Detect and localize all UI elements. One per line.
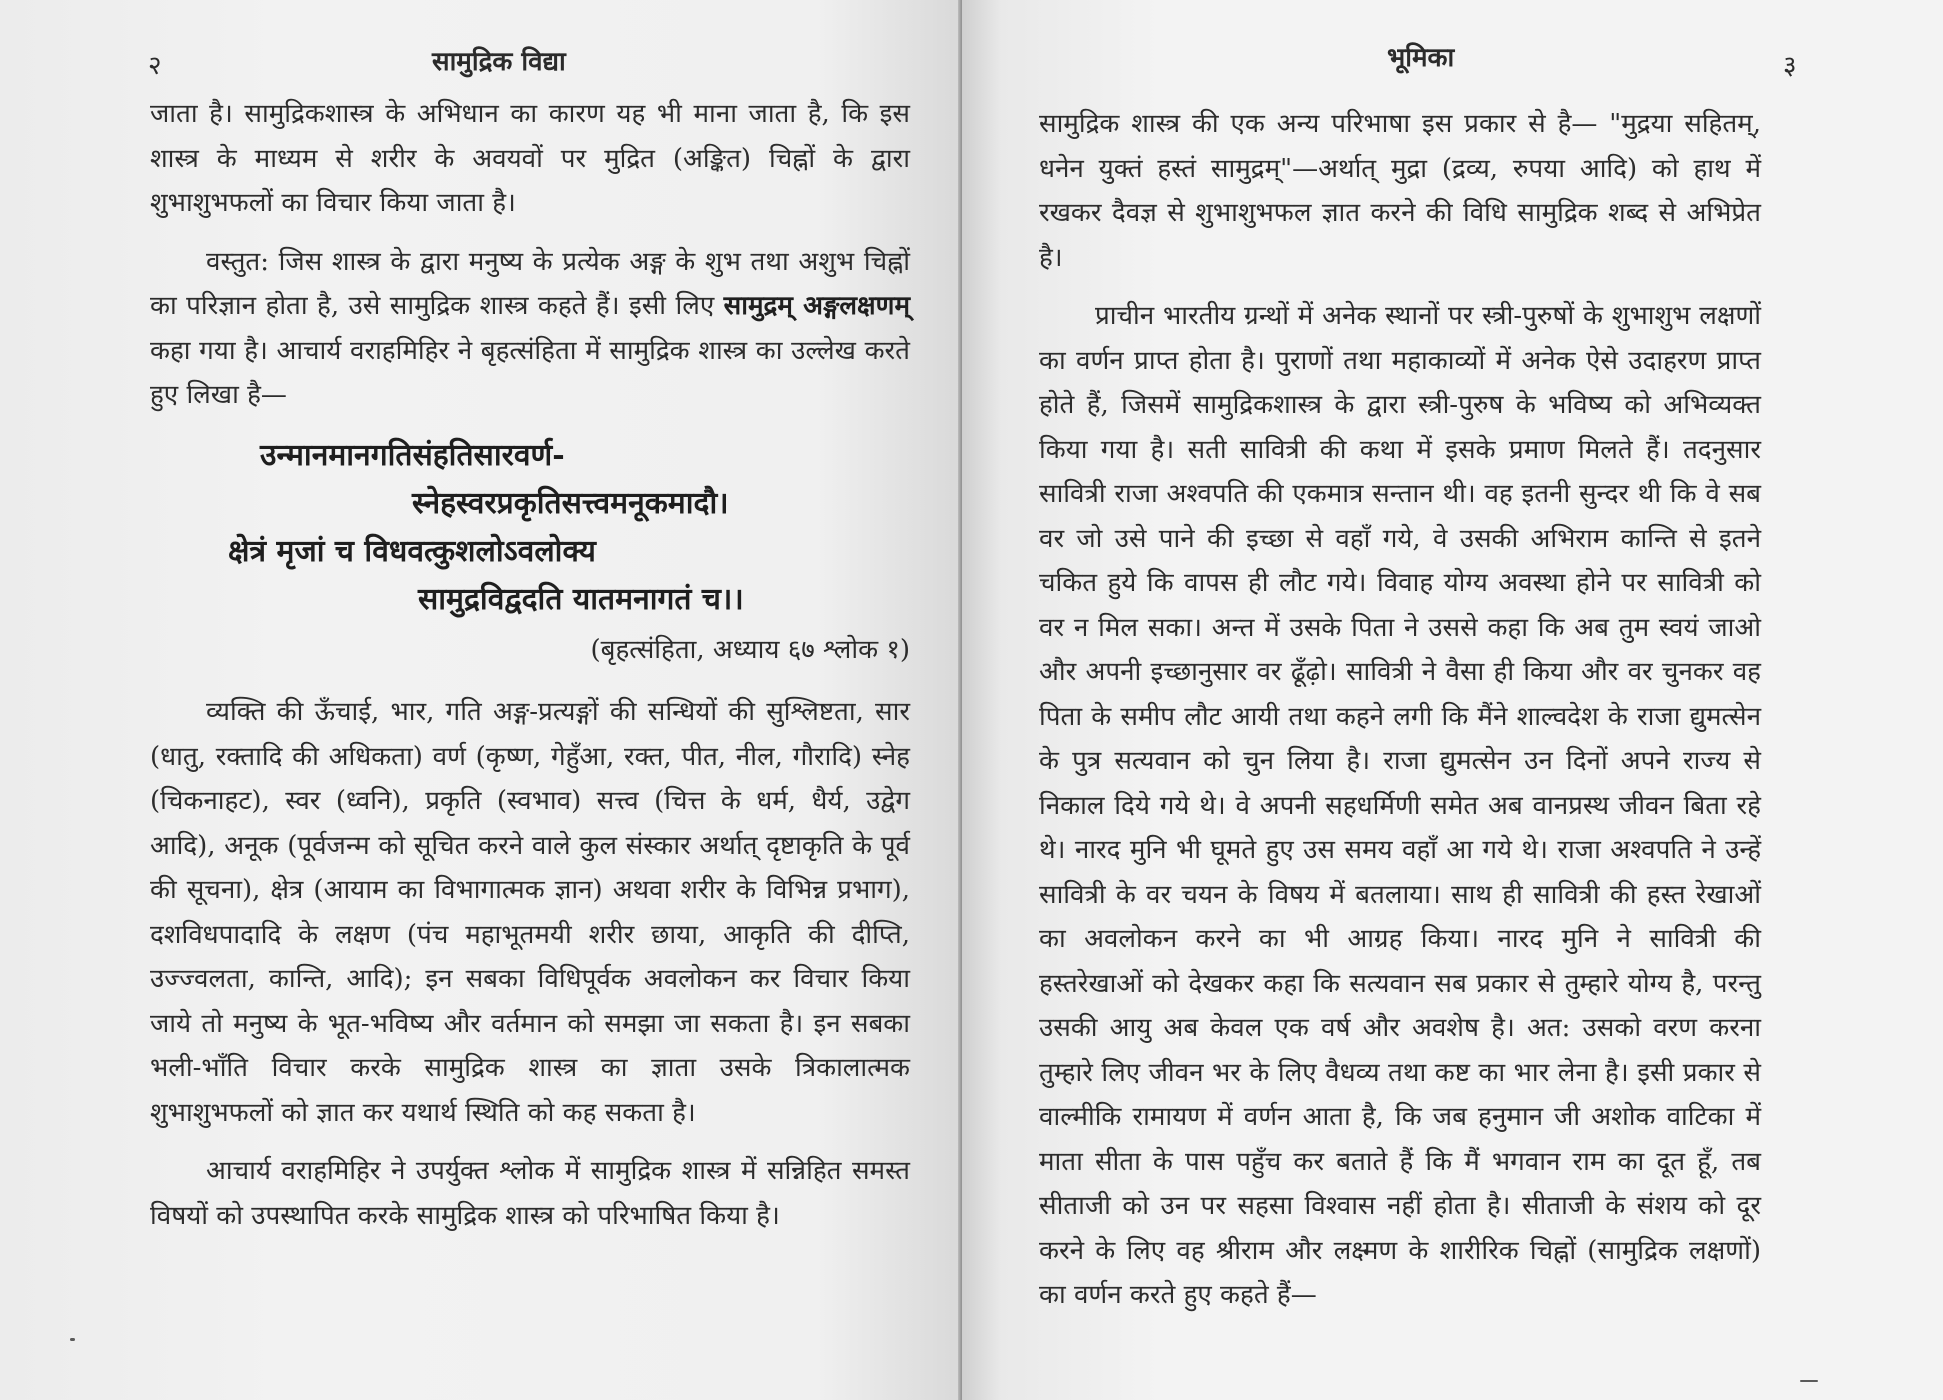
- sanskrit-verse: [150, 432, 910, 624]
- verse-line-1: उन्मानमानगतिसंहतिसारवर्ण-: [260, 437, 565, 473]
- left-paragraph-3: व्यक्ति की ऊँचाई, भार, गति अङ्ग-प्रत्यङ्गों की सन्धियों की सुश्लिष्टता, सार (धातु, रक्तादि की अधिकता) वर्ण (कृष्ण, गेहुँआ, रक्त, पीत, नील, गौरादि) स्नेह (चिकनाहट), स्वर (ध्वनि), प्रकृति (स्वभाव) सत्त्व (चित्त के धर्म, धैर्य, उद्वेग आदि), अनूक (पूर्वजन्म को सूचित करने वाले कुल संस्कार अर्थात् दृष्टाकृति के पूर्व की सूचना), क्षेत्र (आयाम का विभागात्मक ज्ञान) अथवा शरीर के विभिन्न प्रभाग), दशविधपादादि के लक्षण (पंच महाभूतमयी शरीर छाया, आकृति की दीप्ति, उज्ज्वलता, कान्ति, आदि); इन सबका विधिपूर्वक अवलोकन कर विचार किया जाये तो मनुष्य के भूत-भविष्य और वर्तमान को समझा जा सकता है। इन सबका भली-भाँति विचार करके सामुद्रिक शास्त्र का ज्ञाता उसके त्रिकालात्मक शुभाशुभफलों को ज्ञात कर यथार्थ स्थिति को कह सकता है।: [150, 697, 910, 1128]
- left-page-number: २: [148, 51, 162, 81]
- left-paragraph-2-end: कहा गया है। आचार्य वराहमिहिर ने बृहत्संहिता में सामुद्रिक शास्त्र का उल्लेख करते हुए लिखा है—: [150, 335, 910, 410]
- verse-citation: (बृहत्संहिता, अध्याय ६७ श्लोक १): [590, 634, 910, 665]
- right-page: [962, 0, 1943, 1400]
- left-paragraph-2-start: वस्तुत: जिस शास्त्र के द्वारा मनुष्य के प्रत्येक अङ्ग के शुभ तथा अशुभ चिह्नों का परिज्ञान होता है, उसे सामुद्रिक शास्त्र कहते हैं। इसी लिए: [150, 246, 910, 321]
- left-paragraph-2: [150, 240, 910, 418]
- scan-speck: [70, 1338, 75, 1341]
- left-paragraph-2-bold-term: सामुद्रम् अङ्गलक्षणम्: [723, 291, 911, 321]
- left-paragraph-1: जाता है। सामुद्रिकशास्त्र के अभिधान का कारण यह भी माना जाता है, कि इस शास्त्र के माध्यम से शरीर के अवयवों पर मुद्रित (अङ्कित) चिह्नों के द्वारा शुभाशुभफलों का विचार किया जाता है।: [150, 99, 910, 218]
- right-paragraph-1: सामुद्रिक शास्त्र की एक अन्य परिभाषा इस प्रकार से है— "मुद्रया सहितम्, धनेन युक्तं हस्तं सामुद्रम्"—अर्थात् मुद्रा (द्रव्य, रुपया आदि) को हाथ में रखकर दैवज्ञ से शुभाशुभफल ज्ञात करने की विधि सामुद्रिक शब्द से अभिप्रेत है।: [1039, 109, 1761, 273]
- left-paragraph-4: आचार्य वराहमिहिर ने उपर्युक्त श्लोक में सामुद्रिक शास्त्र में सन्निहित समस्त विषयों को उपस्थापित करके सामुद्रिक शास्त्र को परिभाषित किया है।: [150, 1156, 910, 1231]
- verse-line-4: सामुद्रविद्वदति यातमनागतं च।।: [418, 581, 744, 617]
- left-running-head: सामुद्रिक विद्या: [432, 47, 566, 77]
- right-text-block: [1039, 102, 1761, 1332]
- right-page-number: ३: [1783, 51, 1797, 81]
- scan-speck: [1800, 1380, 1818, 1382]
- left-text-block: [150, 92, 910, 1252]
- left-page: [0, 0, 960, 1400]
- right-running-head: भूमिका: [1387, 43, 1455, 73]
- verse-line-2: स्नेहस्वरप्रकृतिसत्त्वमनूकमादौ।: [412, 485, 729, 521]
- verse-line-3: क्षेत्रं मृजां च विधवत्कुशलोऽवलोक्य: [228, 533, 596, 569]
- right-paragraph-2: प्राचीन भारतीय ग्रन्थों में अनेक स्थानों पर स्त्री-पुरुषों के शुभाशुभ लक्षणों का वर्णन प्राप्त होता है। पुराणों तथा महाकाव्यों में अनेक ऐसे उदाहरण प्राप्त होते हैं, जिसमें सामुद्रिकशास्त्र के द्वारा स्त्री-पुरुष के भविष्य को अभिव्यक्त किया गया है। सती सावित्री की कथा में इसके प्रमाण मिलते हैं। तदनुसार सावित्री राजा अश्वपति की एकमात्र सन्तान थी। वह इतनी सुन्दर थी कि वे सब वर जो उसे पाने की इच्छा से वहाँ गये, वे उसकी अभिराम कान्ति से इतने चकित हुये कि वापस ही लौट गये। विवाह योग्य अवस्था होने पर सावित्री को वर न मिल सका। अन्त में उसके पिता ने उससे कहा कि अब तुम स्वयं जाओ और अपनी इच्छानुसार वर ढूँढ़ो। सावित्री ने वैसा ही किया और वर चुनकर वह पिता के समीप लौट आयी तथा कहने लगी कि मैंने शाल्वदेश के राजा द्युमत्सेन के पुत्र सत्यवान को चुन लिया है। राजा द्युमत्सेन उन दिनों अपने राज्य से निकाल दिये गये थे। वे अपनी सहधर्मिणी समेत अब वानप्रस्थ जीवन बिता रहे थे। नारद मुनि भी घूमते हुए उस समय वहाँ आ गये थे। राजा अश्वपति ने उन्हें सावित्री के वर चयन के विषय में बतलाया। साथ ही सावित्री की हस्त रेखाओं का अवलोकन करने का भी आग्रह किया। नारद मुनि ने सावित्री की हस्तरेखाओं को देखकर कहा कि सत्यवान सब प्रकार से तुम्हारे योग्य है, परन्तु उसकी आयु अब केवल एक वर्ष और अवशेष है। अत: उसको वरण करना तुम्हारे लिए जीवन भर के लिए वैधव्य तथा कष्ट का भार लेना है। इसी प्रकार से वाल्मीकि रामायण में वर्णन आता है, कि जब हनुमान जी अशोक वाटिका में माता सीता के पास पहुँच कर बताते हैं कि मैं भगवान राम का दूत हूँ, तब सीताजी को उन पर सहसा विश्वास नहीं होता है। सीताजी के संशय को दूर करने के लिए वह श्रीराम और लक्ष्मण के शारीरिक चिह्नों (सामुद्रिक लक्षणों) का वर्णन करते हुए कहते हैं—: [1039, 301, 1761, 1310]
